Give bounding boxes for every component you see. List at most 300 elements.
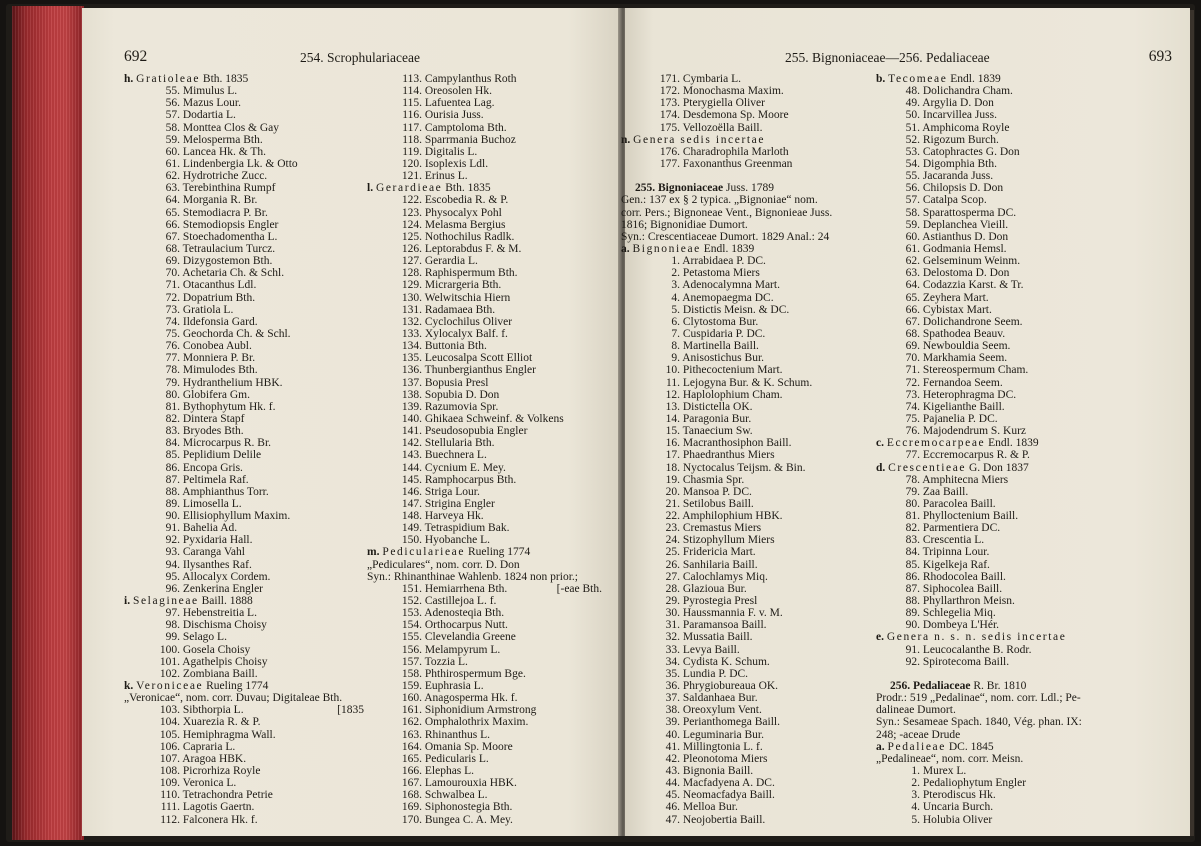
section-heading	[621, 182, 871, 194]
genus-entry	[124, 146, 364, 158]
genus-name: Globifera Gm.	[180, 388, 250, 401]
genus-entry	[621, 753, 871, 765]
genus-entry	[876, 255, 1141, 267]
genus-name: Zombiana Baill.	[180, 667, 258, 680]
genus-name: Orthocarpus Nutt.	[422, 619, 508, 632]
genus-name: Astianthus D. Don	[920, 230, 1009, 243]
running-head: 254. Scrophulariaceae	[300, 50, 420, 65]
entry-number: 163.	[401, 728, 422, 741]
genus-entry	[367, 413, 602, 425]
entry-number: 97.	[165, 607, 180, 620]
text-line: Syn.: Rhinanthinae Wahlenb. 1824 non prior.;	[367, 570, 578, 583]
genus-name: Oreosolen Hk.	[422, 85, 492, 98]
entry-number: 69.	[165, 255, 180, 268]
tribe-name: Tecomeae	[888, 73, 948, 85]
tribe-author: G. Don 1837	[966, 461, 1029, 474]
genus-entry	[621, 316, 871, 328]
genus-entry	[621, 122, 871, 134]
genus-entry	[124, 462, 364, 474]
genus-entry	[367, 364, 602, 376]
genus-entry	[621, 109, 871, 121]
entry-number: 136.	[401, 364, 422, 377]
entry-number: 135.	[401, 352, 422, 365]
genus-entry	[367, 644, 602, 656]
text-column	[621, 73, 871, 826]
genus-entry	[876, 304, 1141, 316]
genus-name: Anemopaegma DC.	[680, 291, 774, 304]
genus-entry	[124, 753, 364, 765]
entry-number: 30.	[665, 607, 680, 620]
entry-number: 47.	[665, 813, 680, 826]
entry-number: 65.	[165, 206, 180, 219]
genus-name: Pseudosopubia Engler	[422, 425, 528, 438]
genus-name: Saldanhaea Bur.	[680, 692, 758, 705]
genus-entry	[621, 158, 871, 170]
entry-number: 4.	[671, 291, 680, 304]
genus-name: Pedaliophytum Engler	[920, 777, 1027, 790]
entry-number: 67.	[905, 315, 920, 328]
page-edges-red	[12, 6, 84, 840]
genus-entry	[876, 401, 1141, 413]
genus-entry	[876, 777, 1141, 789]
genus-name: Hydrotriche Zucc.	[180, 170, 268, 183]
genus-entry	[621, 704, 871, 716]
genus-name: Dodartia L.	[180, 109, 236, 122]
genus-entry	[621, 97, 871, 109]
genus-entry	[367, 680, 602, 692]
entry-number: 3.	[911, 789, 920, 802]
entry-number: 70.	[165, 267, 180, 280]
entry-number: 118.	[402, 133, 422, 146]
genus-name: Aragoa HBK.	[180, 752, 247, 765]
genus-entry	[124, 656, 364, 668]
entry-number: 75.	[905, 412, 920, 425]
entry-number: 20.	[665, 485, 680, 498]
genus-name: Cremastus Miers	[680, 522, 762, 535]
entry-number: 110.	[160, 789, 180, 802]
genus-name: Haplolophium Cham.	[680, 388, 783, 401]
entry-number: 51.	[905, 121, 920, 134]
genus-entry	[621, 656, 871, 668]
genus-name: Hyobanche L.	[422, 534, 491, 547]
genus-entry	[621, 595, 871, 607]
genus-name: Arrabidaea P. DC.	[680, 255, 766, 268]
genus-entry	[124, 729, 364, 741]
genus-entry	[876, 109, 1141, 121]
genus-entry	[621, 425, 871, 437]
entry-number: 81.	[165, 400, 180, 413]
entry-number: 18.	[665, 461, 680, 474]
entry-number: 90.	[905, 619, 920, 632]
genus-entry	[367, 340, 602, 352]
genus-name: Holubia Oliver	[920, 813, 993, 826]
entry-number: 144.	[401, 461, 422, 474]
entry-number: 52.	[905, 133, 920, 146]
blank-line	[876, 668, 1141, 680]
genus-entry	[124, 279, 364, 291]
entry-number: 22.	[665, 510, 680, 523]
entry-number: 8.	[671, 340, 680, 353]
genus-name: Adenocalymna Mart.	[680, 279, 780, 292]
genus-name: Lancea Hk. & Th.	[180, 145, 267, 158]
genus-entry	[876, 546, 1141, 558]
genus-entry	[876, 656, 1141, 668]
genus-entry	[124, 546, 364, 558]
text-line: corr. Pers.; Bignoneae Vent., Bignonieae Juss.	[621, 206, 833, 219]
entry-number: 89.	[165, 497, 180, 510]
section-heading	[124, 73, 364, 85]
genus-entry	[124, 292, 364, 304]
genus-name: Anisostichus Bur.	[680, 352, 765, 365]
genus-entry	[876, 340, 1141, 352]
genus-name: Glazioua Bur.	[680, 582, 747, 595]
genus-name: Sibthorpia L.	[180, 704, 244, 717]
genus-name: Delostoma D. Don	[920, 267, 1010, 280]
genus-name: Tetraspidium Bak.	[422, 522, 510, 535]
genus-entry	[124, 716, 364, 728]
genus-name: Dolichandra Cham.	[920, 85, 1013, 98]
entry-number: 94.	[165, 558, 180, 571]
genus-name: Heterophragma DC.	[920, 388, 1017, 401]
genus-name: Chilopsis D. Don	[920, 182, 1004, 195]
genus-entry	[124, 194, 364, 206]
genus-entry	[124, 801, 364, 813]
genus-name: Peplidium Delile	[180, 449, 262, 462]
entry-number: 174.	[659, 109, 680, 122]
genus-entry	[124, 437, 364, 449]
genus-entry	[124, 498, 364, 510]
genus-entry	[124, 644, 364, 656]
genus-name: Selago L.	[180, 631, 227, 644]
genus-name: Phyllarthron Meisn.	[920, 595, 1015, 608]
genus-name: Striga Lour.	[422, 485, 480, 498]
entry-number: 171.	[659, 73, 680, 85]
genus-entry	[876, 182, 1141, 194]
genus-entry	[124, 340, 364, 352]
entry-number: 48.	[905, 85, 920, 98]
genus-entry	[124, 85, 364, 97]
genus-name: Perianthomega Baill.	[680, 716, 780, 729]
entry-number: 32.	[665, 631, 680, 644]
genus-entry	[621, 377, 871, 389]
genus-name: Strigina Engler	[422, 497, 495, 510]
genus-entry	[621, 522, 871, 534]
genus-name: Pterodiscus Hk.	[920, 789, 996, 802]
entry-number: 58.	[905, 206, 920, 219]
entry-number: 151.	[401, 582, 422, 595]
entry-number: 66.	[165, 218, 180, 231]
genus-name: Razumovia Spr.	[422, 400, 499, 413]
genus-entry	[367, 219, 602, 231]
genus-name: Dischisma Choisy	[180, 619, 267, 632]
entry-number: 148.	[401, 510, 422, 523]
section-heading	[621, 134, 871, 146]
genus-name: Achetaria Ch. & Schl.	[180, 267, 285, 280]
genus-entry	[367, 437, 602, 449]
section-letter: h.	[124, 73, 137, 85]
tribe-author: Endl. 1839	[985, 437, 1039, 450]
entry-number: 115.	[402, 97, 422, 110]
tribe-name: Eccremocarpeae	[886, 437, 986, 450]
entry-number: 65.	[905, 291, 920, 304]
genus-name: Leucosalpa Scott Elliot	[422, 352, 533, 365]
entry-number: 79.	[165, 376, 180, 389]
genus-entry	[124, 449, 364, 461]
genus-entry	[124, 364, 364, 376]
tribe-author: Bth. 1835	[442, 182, 491, 195]
entry-number: 167.	[401, 777, 422, 790]
entry-number: 70.	[905, 352, 920, 365]
genus-entry	[367, 158, 602, 170]
entry-number: 93.	[165, 546, 180, 559]
entry-number: 61.	[905, 242, 920, 255]
text-line: Gen.: 137 ex § 2 typica. „Bignoniae“ nom.	[621, 194, 818, 207]
genus-name: Cycnium E. Mey.	[422, 461, 506, 474]
genus-name: Cymbaria L.	[680, 73, 741, 85]
line-continuation: [-eae Bth.	[556, 582, 602, 595]
genus-entry	[621, 449, 871, 461]
genus-name: Fernandoa Seem.	[920, 376, 1003, 389]
genus-name: Stereospermum Cham.	[920, 364, 1029, 377]
genus-name: Tetrachondra Petrie	[180, 789, 273, 802]
entry-number: 82.	[165, 412, 180, 425]
genus-entry	[621, 146, 871, 158]
section-letter: b.	[876, 73, 889, 85]
genus-name: Crescentia L.	[920, 534, 985, 547]
text-line: „Pedalineae“, nom. corr. Meisn.	[876, 752, 1024, 765]
genus-name: Falconera Hk. f.	[180, 813, 258, 826]
tribe-name: Pedicularieae	[382, 546, 466, 559]
entry-number: 41.	[665, 740, 680, 753]
genus-entry	[621, 765, 871, 777]
tribe-author: DC. 1845	[945, 740, 994, 753]
genus-entry	[367, 146, 602, 158]
blank-line	[621, 170, 871, 182]
genus-name: Lafuentea Lag.	[422, 97, 495, 110]
genus-name: Dolichandrone Seem.	[920, 315, 1023, 328]
genus-name: Millingtonia L. f.	[680, 740, 763, 753]
entry-number: 133.	[401, 327, 422, 340]
entry-number: 108.	[159, 765, 180, 778]
tribe-name: Pedalieae	[887, 740, 946, 753]
genus-name: Mimulodes Bth.	[180, 364, 258, 377]
genus-entry	[367, 401, 602, 413]
genus-name: Parmentiera DC.	[920, 522, 1001, 535]
genus-name: Castillejoa L. f.	[422, 595, 497, 608]
genus-name: Pajanelia P. DC.	[920, 412, 998, 425]
genus-entry	[876, 377, 1141, 389]
genus-name: Phylloctenium Baill.	[920, 510, 1019, 523]
genus-name: Elephas L.	[422, 765, 475, 778]
entry-number: 78.	[165, 364, 180, 377]
genus-entry	[124, 158, 364, 170]
genus-entry	[367, 377, 602, 389]
genus-name: Microcarpus R. Br.	[180, 437, 272, 450]
tribe-name: Genera sedis incertae	[633, 133, 766, 146]
entry-number: 106.	[159, 740, 180, 753]
genus-entry	[876, 571, 1141, 583]
tribe-name: Genera n. s. n. sedis incertae	[886, 631, 1067, 644]
genus-entry	[876, 765, 1141, 777]
genus-entry	[621, 801, 871, 813]
entry-number: 86.	[905, 570, 920, 583]
entry-number: 87.	[165, 473, 180, 486]
genus-name: Rigozum Burch.	[920, 133, 999, 146]
genus-entry	[367, 109, 602, 121]
genus-entry	[621, 644, 871, 656]
entry-number: 137.	[401, 376, 422, 389]
entry-number: 101.	[159, 655, 180, 668]
genus-name: Pyxidaria Hall.	[180, 534, 253, 547]
entry-number: 142.	[401, 437, 422, 450]
genus-name: Euphrasia L.	[422, 680, 484, 693]
genus-name: Bythophytum Hk. f.	[180, 400, 276, 413]
tribe-name: Gratioleae	[136, 73, 201, 85]
entry-number: 1.	[671, 255, 680, 268]
genus-entry	[876, 207, 1141, 219]
genus-name: Codazzia Karst. & Tr.	[920, 279, 1024, 292]
entry-number: 139.	[401, 400, 422, 413]
genus-entry	[621, 364, 871, 376]
genus-name: Phrygiobureaua OK.	[680, 680, 779, 693]
entry-number: 66.	[905, 303, 920, 316]
entry-number: 120.	[401, 157, 422, 170]
genus-name: Dopatrium Bth.	[180, 291, 256, 304]
genus-name: Gerardia L.	[422, 255, 478, 268]
genus-entry	[367, 692, 602, 704]
genus-entry	[621, 789, 871, 801]
genus-name: Deplanchea Vieill.	[920, 218, 1009, 231]
genus-entry	[621, 486, 871, 498]
entry-number: 59.	[165, 133, 180, 146]
entry-number: 104.	[159, 716, 180, 729]
section-letter: l.	[367, 182, 376, 195]
genus-name: Micrargeria Bth.	[422, 279, 502, 292]
genus-entry	[367, 510, 602, 522]
entry-number: 150.	[401, 534, 422, 547]
text-line: Prodr.: 519 „Pedalinae“, nom. corr. Ldl.; Pe-	[876, 692, 1081, 705]
genus-name: Calochlamys Miq.	[680, 570, 768, 583]
entry-number: 2.	[671, 267, 680, 280]
genus-name: Adenosteqia Bth.	[422, 607, 505, 620]
genus-entry	[367, 656, 602, 668]
genus-name: Ourisia Juss.	[422, 109, 484, 122]
genus-entry	[367, 207, 602, 219]
genus-entry	[621, 389, 871, 401]
entry-number: 76.	[905, 425, 920, 438]
genus-entry	[621, 559, 871, 571]
genus-name: Charadrophila Marloth	[680, 145, 789, 158]
entry-number: 143.	[401, 449, 422, 462]
entry-number: 42.	[665, 752, 680, 765]
entry-number: 29.	[665, 595, 680, 608]
genus-name: Thunbergianthus Engler	[422, 364, 536, 377]
genus-entry	[367, 352, 602, 364]
genus-entry	[621, 474, 871, 486]
entry-number: 25.	[665, 546, 680, 559]
entry-number: 74.	[165, 315, 180, 328]
entry-number: 27.	[665, 570, 680, 583]
genus-name: Gosela Choisy	[180, 643, 251, 656]
genus-name: Physocalyx Pohl	[422, 206, 502, 219]
entry-number: 114.	[402, 85, 422, 98]
genus-name: Leucocalanthe B. Rodr.	[920, 643, 1032, 656]
genus-name: Buechnera L.	[422, 449, 487, 462]
entry-number: 67.	[165, 230, 180, 243]
genus-name: Spirotecoma Baill.	[920, 655, 1010, 668]
genus-entry	[367, 668, 602, 680]
genus-entry	[876, 425, 1141, 437]
genus-name: Stemodiacra P. Br.	[180, 206, 268, 219]
entry-number: 5.	[911, 813, 920, 826]
entry-number: 117.	[402, 121, 422, 134]
entry-number: 37.	[665, 692, 680, 705]
genus-name: Monniera P. Br.	[180, 352, 256, 365]
entry-number: 140.	[401, 412, 422, 425]
page-number: 692	[124, 48, 148, 65]
entry-number: 123.	[401, 206, 422, 219]
genus-entry	[124, 97, 364, 109]
entry-number: 168.	[401, 789, 422, 802]
entry-number: 39.	[665, 716, 680, 729]
entry-number: 59.	[905, 218, 920, 231]
genus-entry	[124, 510, 364, 522]
genus-name: Raphispermum Bth.	[422, 267, 518, 280]
genus-entry	[367, 462, 602, 474]
genus-name: Haussmannia F. v. M.	[680, 607, 783, 620]
genus-entry	[876, 328, 1141, 340]
genus-entry	[124, 134, 364, 146]
genus-name: Phaedranthus Miers	[680, 449, 775, 462]
genus-entry	[124, 377, 364, 389]
genus-entry	[621, 729, 871, 741]
genus-entry	[124, 814, 364, 826]
genus-name: Jacaranda Juss.	[920, 170, 994, 183]
genus-entry	[124, 571, 364, 583]
entry-number: 121.	[401, 170, 422, 183]
genus-entry	[367, 619, 602, 631]
genus-name: Lindenbergia Lk. & Otto	[180, 157, 298, 170]
genus-name: Bahelia Ad.	[180, 522, 238, 535]
genus-entry	[876, 644, 1141, 656]
genus-entry	[367, 765, 602, 777]
entry-number: 21.	[665, 497, 680, 510]
entry-number: 79.	[905, 485, 920, 498]
entry-number: 58.	[165, 121, 180, 134]
genus-entry	[124, 122, 364, 134]
entry-number: 80.	[905, 497, 920, 510]
genus-entry	[124, 559, 364, 571]
tribe-name: Crescentieae	[888, 461, 967, 474]
text-line: „Pediculares“, nom. corr. D. Don	[367, 558, 520, 571]
genus-name: Pithecoctenium Mart.	[680, 364, 783, 377]
section-heading	[621, 243, 871, 255]
genus-name: Mazus Lour.	[180, 97, 242, 110]
genus-entry	[876, 389, 1141, 401]
entry-number: 76.	[165, 340, 180, 353]
genus-name: Welwitschia Hiern	[422, 291, 511, 304]
entry-number: 153.	[401, 607, 422, 620]
genus-entry	[621, 741, 871, 753]
entry-number: 175.	[659, 121, 680, 134]
genus-entry	[876, 364, 1141, 376]
entry-number: 11.	[666, 376, 680, 389]
entry-number: 92.	[165, 534, 180, 547]
entry-number: 88.	[165, 485, 180, 498]
genus-entry	[876, 498, 1141, 510]
genus-entry	[367, 753, 602, 765]
entry-number: 155.	[401, 631, 422, 644]
